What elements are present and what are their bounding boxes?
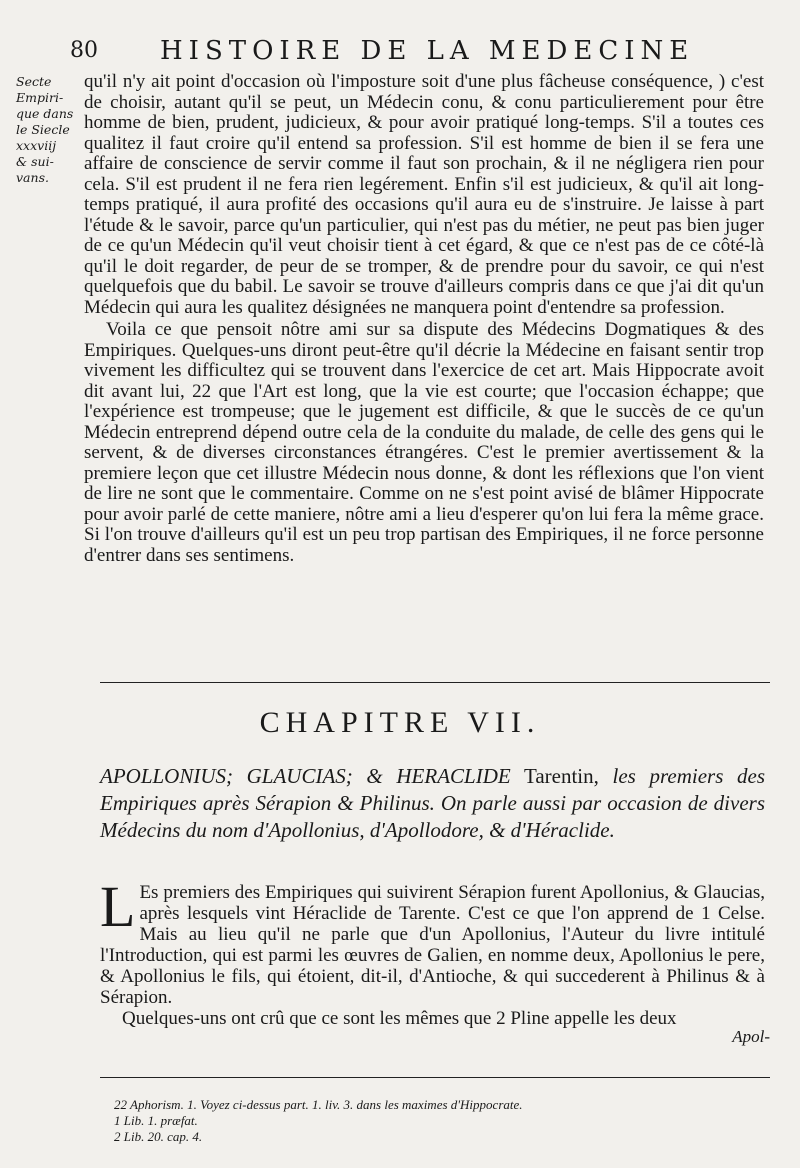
section-divider	[100, 682, 770, 683]
running-title: HISTOIRE DE LA MEDECINE	[160, 36, 695, 66]
chapter-summary	[100, 763, 765, 844]
paragraph: Quelques-uns ont crû que ce sont les mêmes que 2 Pline appelle les deux	[122, 1008, 677, 1029]
paragraph: qu'il n'y ait point d'occasion où l'imposture soit d'une plus fâcheuse conséquence, ) c'est de choisir, autant qu'il se peut, un Médecin conu, & conu particulierement pour être homme de bien, prudent, judicieux, & pour avoir pratiqué long-temps. S'il a toutes ces qualitez il faut croire qu'il entend sa profession. S'il est homme de bien il se fera une affaire de conscience de servir comme il faut son prochain, & il ne négligera rien pour cela. S'il est prudent il ne fera rien legérement. Enfin s'il est judicieux, & qu'il ait long-temps pratiqué, il aura profité des occasions qu'il aura eu de s'instruire. Je laisse à part l'étude & le savoir, parce qu'un particulier, qui n'est pas du métier, ne peut pas bien juger de ce qu'un Médecin qu'il veut choisir tient à cet égard, & que ce n'est pas de ce côté-là qu'il le doit regarder, de peur de se tromper, & de prendre pour du savoir, ce qui n'est quelquefois que du babil. Le savoir se trouve d'ailleurs compris dans ce que j'ai dit qu'un Médecin qui aura les qualitez désignées ne manquera point d'entendre sa profession.	[84, 71, 764, 318]
chapter-title: CHAPITRE VII.	[259, 706, 541, 739]
margin-note-line: vans.	[16, 170, 49, 185]
catchword: Apol-	[732, 1027, 770, 1046]
margin-note-line: Empiri-	[16, 90, 64, 105]
chapter-body	[100, 874, 765, 1029]
margin-note-line: Secte	[16, 74, 52, 89]
paragraph: Es premiers des Empiriques qui suivirent Sérapion furent Apollonius, & Glaucias, après lesquels vint Héraclide de Tarente. C'est ce que l'on apprend de 1 Celse. Mais au lieu qu'il ne parle que d'un Apollonius, l'Auteur du livre intitulé l'Introduction, qui est parmi les œuvres de Galien, en nomme deux, Apollonius le pere, & Apollonius le fils, qui étoient, dit-il, d'Antioche, & qui succederent à Philinus & à Sérapion.	[100, 882, 765, 1008]
footnote: 2 Lib. 20. cap. 4.	[114, 1129, 203, 1144]
footnote: 22 Aphorism. 1. Voyez ci-dessus part. 1. liv. 3. dans les maximes d'Hippocrate.	[114, 1097, 523, 1112]
margin-note-line: que dans	[16, 106, 74, 121]
footnote: 1 Lib. 1. præfat.	[114, 1113, 198, 1128]
main-text	[84, 72, 764, 566]
footnote-divider	[100, 1077, 770, 1078]
paragraph: Voila ce que pensoit nôtre ami sur sa dispute des Médecins Dogmatiques & des Empiriques. Quelques-uns diront peut-être qu'il décrie la Médecine en faisant sentir trop vivement les difficultez qui se trouvent dans l'exercice de cet art. Mais Hippocrate avoit dit avant lui, 22 que l'Art est long, que la vie est courte; que l'occasion échappe; que l'expérience est trompeuse; que le jugement est difficile, & que le succès de ce qu'un Médecin entreprend dépend outre cela de la conduite du malade, de celle des gens qui le servent, & de diverses circonstances étrangéres. C'est le premier avertissement & la premiere leçon que cet illustre Médecin nous donne, & dont les réflexions que l'on vient de lire ne sont que le commentaire. Comme on ne s'est point avisé de blâmer Hippocrate pour avoir parlé de cette maniere, nôtre ami a lieu d'esperer qu'on lui fera la même grace. Si l'on trouve d'ailleurs qu'il est un peu trop partisan des Empiriques, il ne force personne d'entrer dans ses sentimens.	[84, 319, 764, 566]
margin-note-line: & sui-	[16, 154, 54, 169]
page-header	[0, 34, 800, 68]
margin-note-line: le Siecle	[16, 122, 70, 137]
margin-note-line: xxxviij	[16, 138, 57, 153]
footnotes	[114, 1097, 754, 1145]
summary-roman: Tarentin,	[510, 764, 613, 788]
summary-text: les premiers des Empiriques après Sérapion & Philinus. On parle aussi par occasion de divers Médecins du nom d'Apollonius, d'Apollodore, & d'Héraclide.	[100, 764, 765, 842]
summary-names: APOLLONIUS; GLAUCIAS; & HERACLIDE	[100, 764, 511, 788]
margin-note	[16, 74, 78, 186]
drop-cap: L	[100, 874, 136, 939]
page-number: 80	[70, 38, 98, 63]
